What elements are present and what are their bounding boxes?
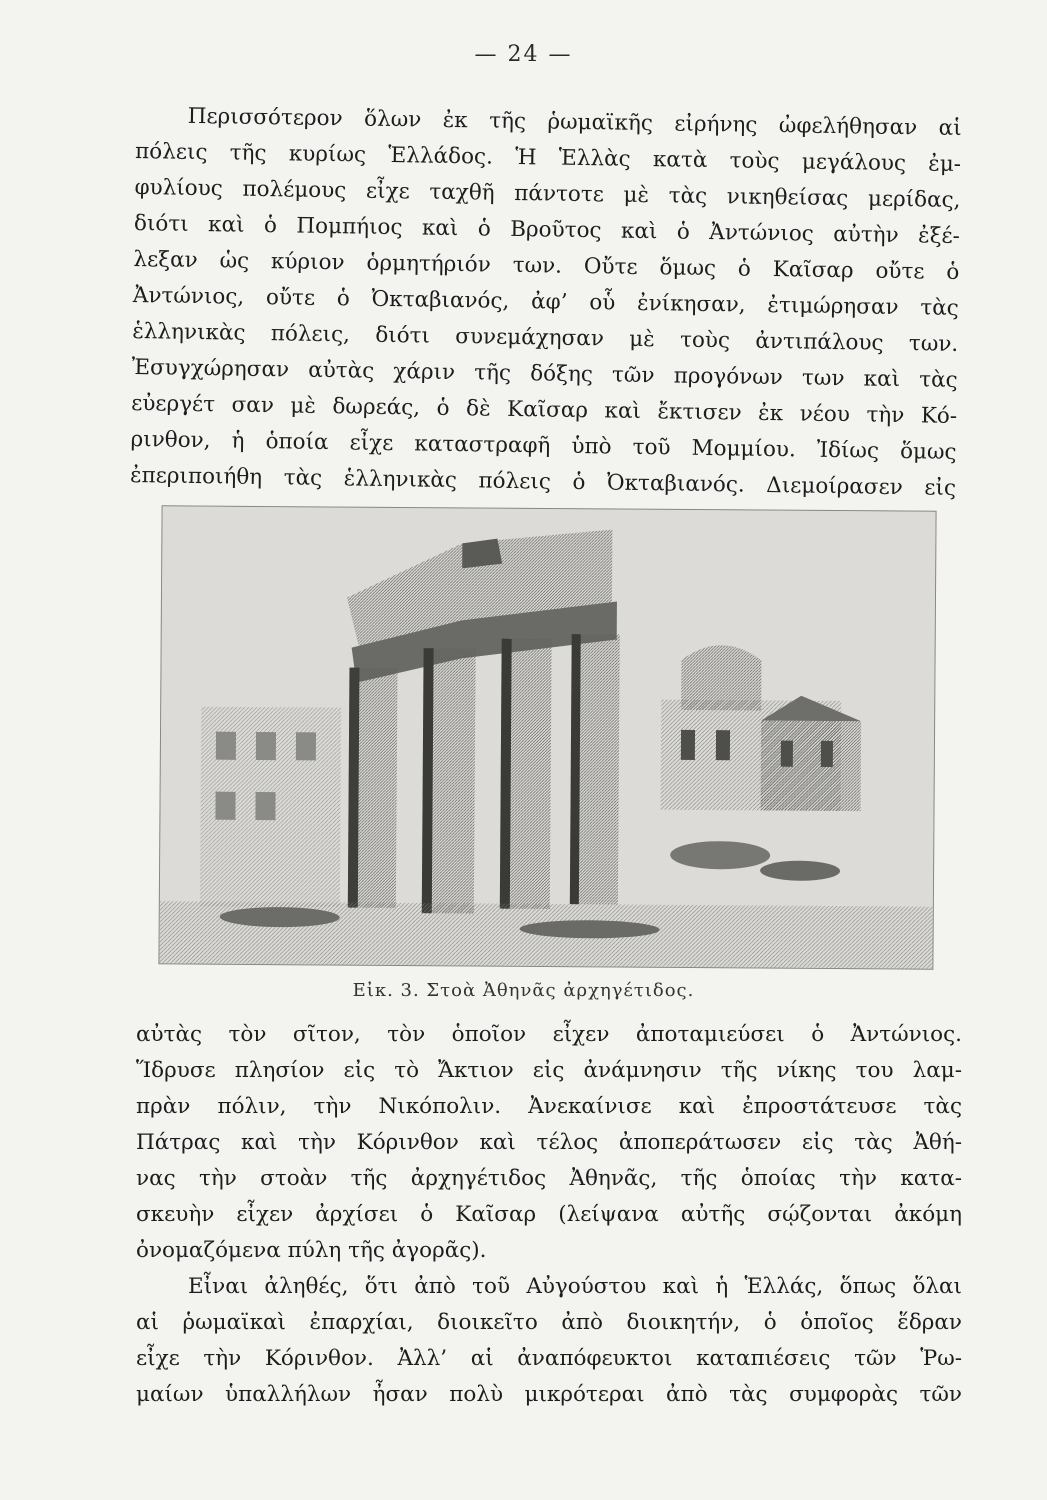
text-line: Περισσότερον ὅλων ἐκ τῆς ῥωμαϊκῆς εἰρήνης ὠφελήθησαν αἱ [187,103,962,141]
text-line: μαίων ὑπαλλήλων ἦσαν πολὺ μικρότεραι ἀπὸ τὰς συμφορὰς τῶν [136,1382,962,1407]
text-line: πρὰν πόλιν, τὴν Νικόπολιν. Ἀνεκαίνισε καὶ ἐπροστάτευσε τὰς [136,1094,962,1119]
text-line: Ἵδρυσε πλησίον εἰς τὸ Ἄκτιον εἰς ἀνάμνησιν τῆς νίκης του λαμ- [136,1058,962,1083]
text-line: Εἶναι ἀληθές, ὅτι ἀπὸ τοῦ Αὐγούστου καὶ ἡ Ἑλλάς, ὅπως ὅλαι [188,1274,962,1299]
text-line: Ἀντώνιος, οὔτε ὁ Ὀκταβιανός, ἀφ’ οὗ ἐνίκησαν, ἐτιμώρησαν τὰς [132,282,959,321]
text-line: πόλεις τῆς κυρίως Ἑλλάδος. Ἡ Ἑλλὰς κατὰ τοὺς μεγάλους ἐμ- [134,138,962,177]
text-line: ὀνομαζόμενα πύλη τῆς ἀγορᾶς). [136,1238,487,1263]
text-line: Πάτρας καὶ τὴν Κόρινθον καὶ τέλος ἀποπεράτωσεν εἰς τὰς Ἀθή- [136,1130,962,1155]
figure-stoa-photo [158,505,936,969]
text-line: ρινθον, ἡ ὁποία εἶχε καταστραφῆ ὑπὸ τοῦ Μομμίου. Ἰδίως ὅμως [130,426,957,465]
text-line: φυλίους πολέμους εἶχε ταχθῆ πάντοτε μὲ τὰς νικηθείσας μερίδας, [134,174,961,213]
text-line: λεξαν ὡς κύριον ὁρμητήριόν των. Οὔτε ὅμως ὁ Καῖσαρ οὔτε ὁ [133,246,960,285]
paragraph-bottom [136,1017,962,1413]
page-number: — 24 — [474,42,573,67]
text-line: εἶχε τὴν Κόρινθον. Ἀλλ’ αἱ ἀναπόφευκτοι καταπιέσεις τῶν Ῥω- [136,1346,962,1371]
text-line: σκευὴν εἶχεν ἀρχίσει ὁ Καῖσαρ (λείψανα αὐτῆς σῴζονται ἀκόμη [136,1202,962,1227]
stoa-illustration [159,506,935,968]
paragraph-top [130,98,962,507]
text-line: εὐεργέτ σαν μὲ δωρεάς, ὁ δὲ Καῖσαρ καὶ ἔκτισεν ἐκ νέου τὴν Κό- [131,390,958,429]
text-line: ἐπεριποιήθη τὰς ἑλληνικὰς πόλεις ὁ Ὀκταβιανός. Διεμοίρασεν εἰς [129,462,957,501]
text-line: Ἐσυγχώρησαν αὐτὰς χάριν τῆς δόξης τῶν προγόνων των καὶ τὰς [131,354,958,393]
figure-caption: Εἰκ. 3. Στοὰ Ἀθηνᾶς ἀρχηγέτιδος. [352,980,695,1001]
text-line: αἱ ῥωμαϊκαὶ ἐπαρχίαι, διοικεῖτο ἀπὸ διοικητήν, ὁ ὁποῖος ἕδραν [136,1310,962,1335]
building-left [200,707,341,908]
text-line: διότι καὶ ὁ Πομπήιος καὶ ὁ Βροῦτος καὶ ὁ Ἀντώνιος αὐτὴν ἐξέ- [133,210,961,249]
text-line: ἑλληνικὰς πόλεις, διότι συνεμάχησαν μὲ τοὺς ἀντιπάλους των. [132,318,959,357]
text-line: αὐτὰς τὸν σῖτον, τὸν ὁποῖον εἶχεν ἀποταμιεύσει ὁ Ἀντώνιος. [136,1022,962,1047]
text-line: νας τὴν στοὰν τῆς ἀρχηγέτιδος Ἀθηνᾶς, τῆς ὁποίας τὴν κατα- [136,1166,962,1191]
